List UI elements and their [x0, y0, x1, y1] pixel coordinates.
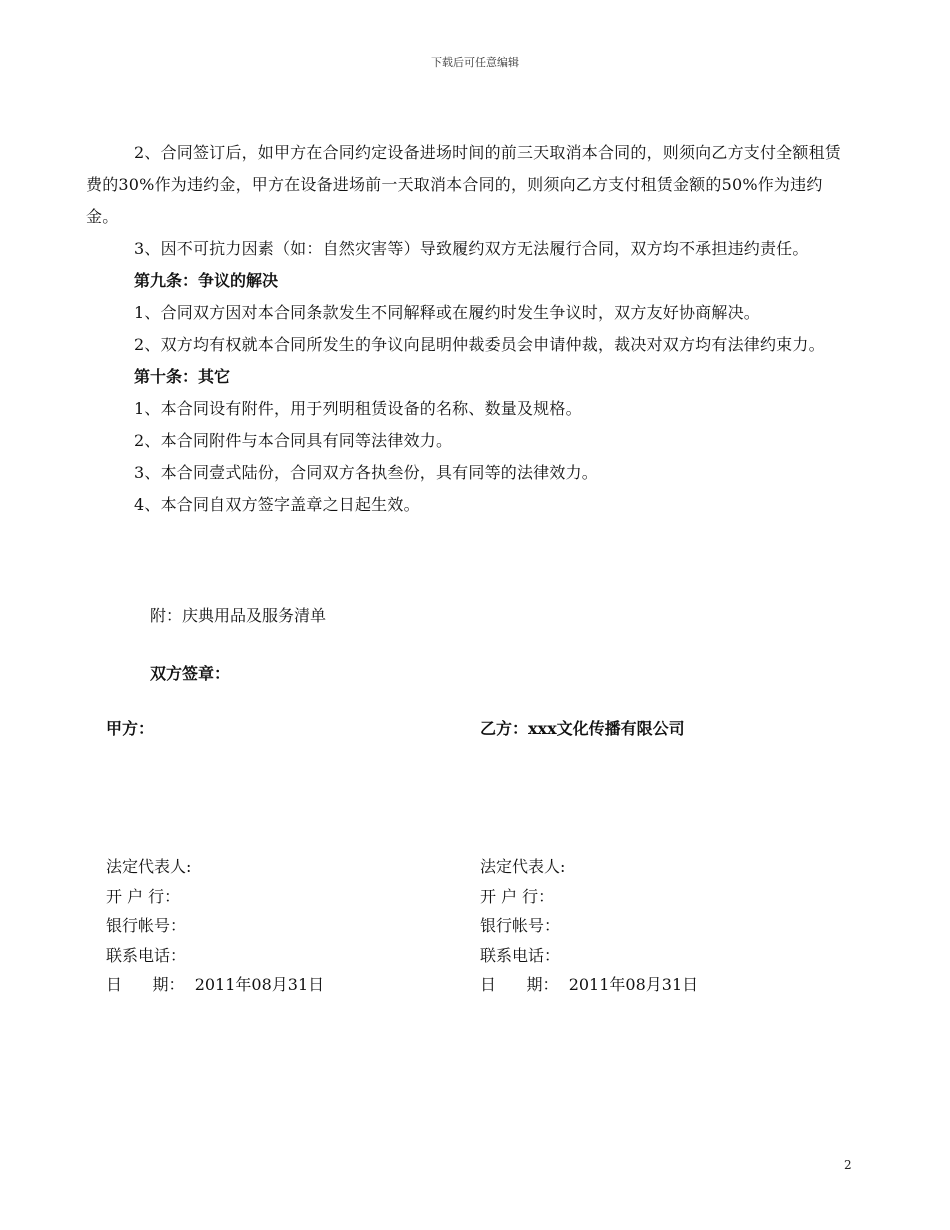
- signature-title: 双方签章：: [150, 664, 231, 683]
- article-9-heading: 第九条：争议的解决: [134, 271, 279, 290]
- party-a-phone: 联系电话：: [106, 945, 187, 965]
- clause-paragraph: 3、本合同壹式陆份，合同双方各执叁份，具有同等的法律效力。: [134, 463, 598, 482]
- party-b-account: 银行帐号：: [480, 916, 561, 935]
- party-b-date: 日 期： 2011年08月31日: [480, 975, 699, 994]
- clause-paragraph: 2、合同签订后，如甲方在合同约定设备进场时间的前三天取消本合同的，则须向乙方支付全额租赁费的30%作为违约金，甲方在设备进场前一天取消本合同的，则须向乙方支付租赁金额的50%作为违约金。: [86, 143, 841, 226]
- party-b-name: 乙方：xxx文化传播有限公司: [480, 719, 685, 738]
- party-a-rep: 法定代表人:: [106, 857, 192, 876]
- clause-paragraph: 2、双方均有权就本合同所发生的争议向昆明仲裁委员会申请仲裁，裁决对双方均有法律约束力。: [134, 335, 825, 354]
- clause-paragraph: 1、本合同设有附件，用于列明租赁设备的名称、数量及规格。: [134, 399, 582, 418]
- party-a-details: [106, 852, 324, 1000]
- attachment-note: 附：庆典用品及服务清单: [150, 606, 327, 625]
- clause-paragraph: 2、本合同附件与本合同具有同等法律效力。: [134, 431, 453, 450]
- page-number: 2: [844, 1158, 852, 1172]
- clause-paragraph: 3、因不可抗力因素（如：自然灾害等）导致履约双方无法履行合同，双方均不承担违约责任。: [134, 239, 809, 258]
- party-a-name: 甲方：: [106, 719, 155, 738]
- contract-body: [86, 137, 854, 521]
- party-b-bank: 开 户 行：: [480, 886, 555, 906]
- clause-paragraph: 1、合同双方因对本合同条款发生不同解释或在履约时发生争议时，双方友好协商解决。: [134, 303, 760, 322]
- party-a-bank: 开 户 行：: [106, 886, 181, 906]
- article-10-heading: 第十条：其它: [134, 367, 231, 386]
- party-b-details: [480, 852, 698, 1000]
- page-header: 下载后可任意编辑: [431, 56, 519, 69]
- clause-paragraph: 4、本合同自双方签字盖章之日起生效。: [134, 495, 420, 514]
- party-a-date: 日 期： 2011年08月31日: [106, 975, 325, 994]
- party-a-account: 银行帐号：: [106, 916, 187, 935]
- party-b-rep: 法定代表人:: [480, 857, 566, 876]
- party-b-phone: 联系电话：: [480, 945, 561, 965]
